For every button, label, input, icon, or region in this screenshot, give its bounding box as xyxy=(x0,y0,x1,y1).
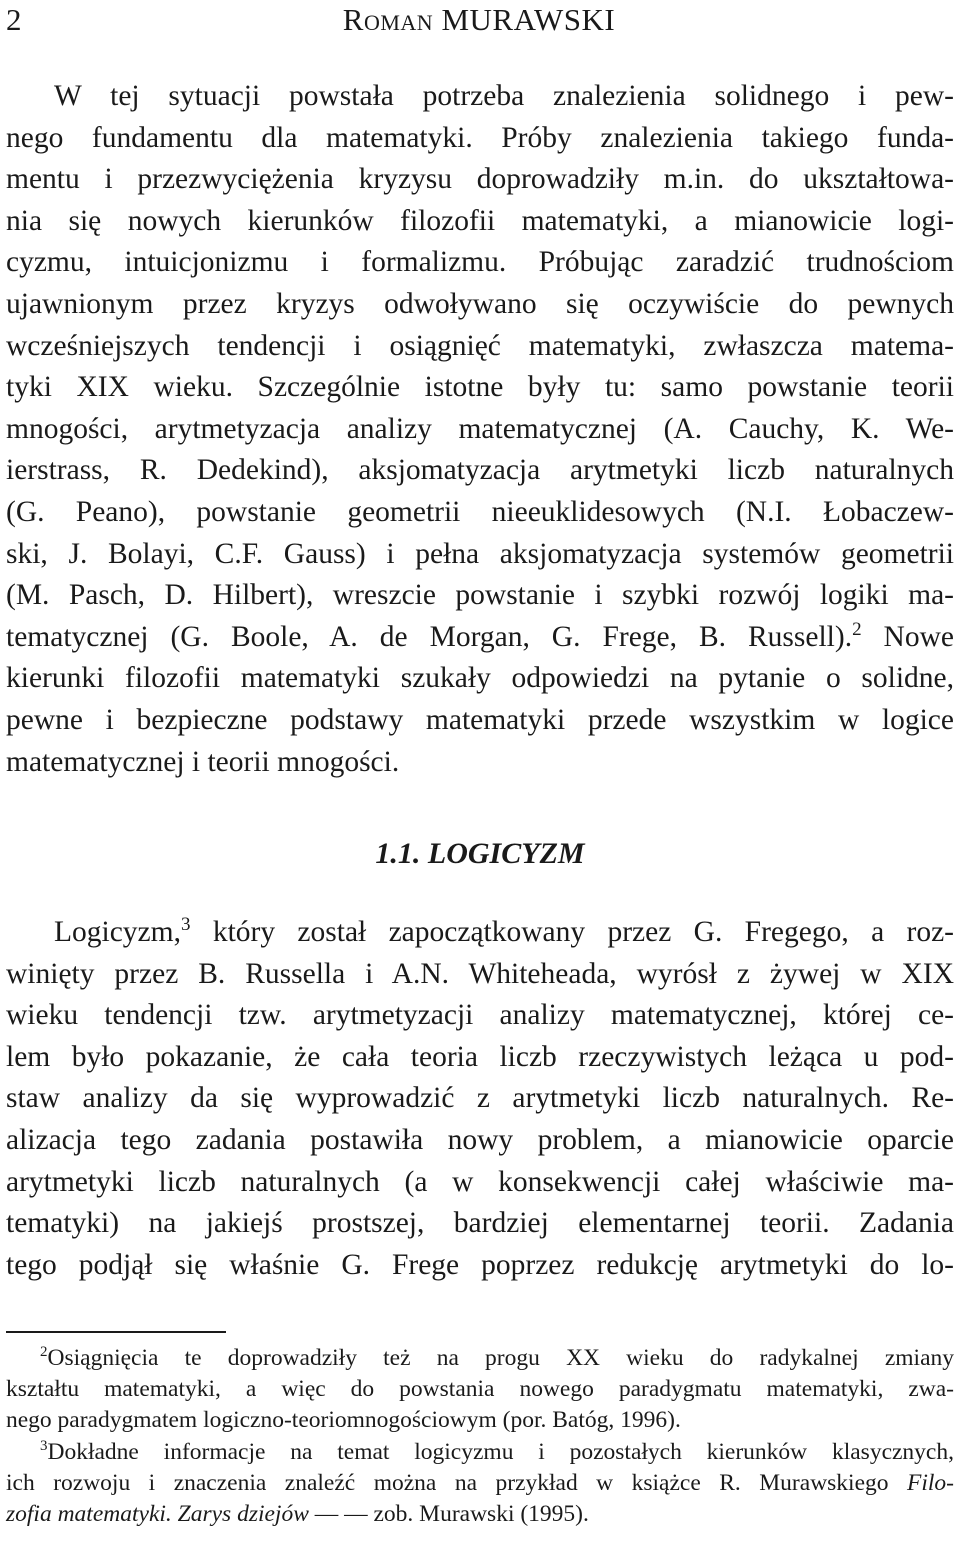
text-line: (G. Peano), powstanie geometrii nieeuklidesowych (N.I. Łobaczew- xyxy=(6,495,954,528)
page-header xyxy=(6,0,952,40)
text-line: W tej sytuacji powstała potrzeba znalezienia solidnego i pew- xyxy=(54,80,954,112)
text-line: pewne i bezpieczne podstawy matematyki przede wszystkim w logice xyxy=(6,703,954,736)
footnote-3 xyxy=(6,1437,954,1531)
book-title: Filo- xyxy=(907,1469,954,1496)
footnote-line xyxy=(6,1468,954,1499)
text-line: staw analizy da się wyprowadzić z arytmetyki liczb naturalnych. Re- xyxy=(6,1082,954,1115)
text-segment: Logicyzm, xyxy=(54,916,181,948)
text-line: ierstrass, R. Dedekind), aksjomatyzacja arytmetyki liczb naturalnych xyxy=(6,454,954,487)
paragraph-1 xyxy=(6,76,954,783)
text-line xyxy=(6,912,954,954)
footnote-2 xyxy=(6,1343,954,1437)
text-line: tyki XIX wieku. Szczególnie istotne były tu: samo powstanie teorii xyxy=(6,371,954,404)
footnote-marker: 3 xyxy=(40,1437,48,1454)
footnote-line xyxy=(6,1499,954,1530)
footnote-line: nego paradygmatem logiczno-teoriomnogościowym (por. Batóg, 1996). xyxy=(6,1407,681,1434)
text-segment: Dokładne informacje na temat logicyzmu i pozostałych kierunków klasycznych, xyxy=(47,1438,954,1465)
text-line: wcześniejszych tendencji i osiągnięć matematyki, zwłaszcza matema- xyxy=(6,329,954,362)
running-head: Roman MURAWSKI xyxy=(342,2,616,37)
text-line: tego podjął się właśnie G. Frege poprzez redukcję arytmetyki do lo- xyxy=(6,1248,954,1281)
text-line: nego fundamentu dla matematyki. Próby znalezienia takiego funda- xyxy=(6,121,954,154)
footnote-separator xyxy=(6,1331,226,1333)
text-segment: który został zapoczątkowany przez G. Fregego, a roz- xyxy=(190,916,954,948)
text-line xyxy=(6,617,954,659)
text-line: wieku tendencji tzw. arytmetyzacji analizy matematycznej, której ce- xyxy=(6,999,954,1032)
text-segment: Osiągnięcia te doprowadziły też na progu XX wieku do radykalnej zmiany xyxy=(47,1345,954,1371)
book-title: zofia matematyki. Zarys dziejów xyxy=(6,1500,309,1527)
text-line: alizacja tego zadania postawiła nowy problem, a mianowicie oparcie xyxy=(6,1123,954,1156)
text-line: kierunki filozofii matematyki szukały odpowiedzi na pytanie o solidne, xyxy=(6,662,954,695)
page-number: 2 xyxy=(6,2,22,37)
footnote-ref-3[interactable]: 3 xyxy=(180,914,191,936)
footnote-line xyxy=(6,1437,954,1468)
text-line: mentu i przezwyciężenia kryzysu doprowadziły m.in. do ukształtowa- xyxy=(6,163,954,196)
text-line: cyzmu, intuicjonizmu i formalizmu. Próbując zaradzić trudnościom xyxy=(6,246,954,279)
paragraph-2 xyxy=(6,912,954,1286)
text-segment: Nowe xyxy=(861,620,955,653)
text-line: lem było pokazanie, że cała teoria liczb rzeczywistych leżąca u pod- xyxy=(6,1040,954,1073)
text-segment: — — zob. Murawski (1995). xyxy=(308,1500,589,1527)
footnote-ref-2[interactable]: 2 xyxy=(852,618,862,640)
text-line: mnogości, arytmetyzacja analizy matematycznej (A. Cauchy, K. We- xyxy=(6,412,954,445)
text-line: arytmetyki liczb naturalnych (a w konsekwencji całej właściwie ma- xyxy=(6,1165,954,1198)
section-heading: 1.1. LOGICYZM xyxy=(375,837,585,870)
text-line: ujawnionym przez kryzys odwoływano się oczywiście do pewnych xyxy=(6,287,954,320)
text-segment: ich rozwoju i znaczenia znaleźć można na przykład w książce R. Murawskiego xyxy=(6,1469,907,1496)
footnotes xyxy=(6,1343,954,1530)
text-line: (M. Pasch, D. Hilbert), wreszcie powstanie i szybki rozwój logiki ma- xyxy=(6,579,954,612)
text-line: winięty przez B. Russella i A.N. Whiteheada, wyrósł z żywej w XIX xyxy=(6,957,954,990)
text-line: matematycznej i teorii mnogości. xyxy=(6,745,400,778)
footnote-line: kształtu matematyki, a więc do powstania nowego paradygmatu matematyki, zwa- xyxy=(6,1376,954,1403)
text-line: nia się nowych kierunków filozofii matematyki, a mianowicie logi- xyxy=(6,204,954,237)
footnote-marker: 2 xyxy=(40,1344,48,1361)
footnote-line xyxy=(6,1343,954,1374)
text-line: tematyki) na jakiejś prostszej, bardziej elementarnej teorii. Zadania xyxy=(6,1207,954,1240)
text-segment: tematycznej (G. Boole, A. de Morgan, G. Frege, B. Russell). xyxy=(6,620,853,653)
text-line: ski, J. Bolayi, C.F. Gauss) i pełna aksjomatyzacja systemów geometrii xyxy=(6,537,954,570)
